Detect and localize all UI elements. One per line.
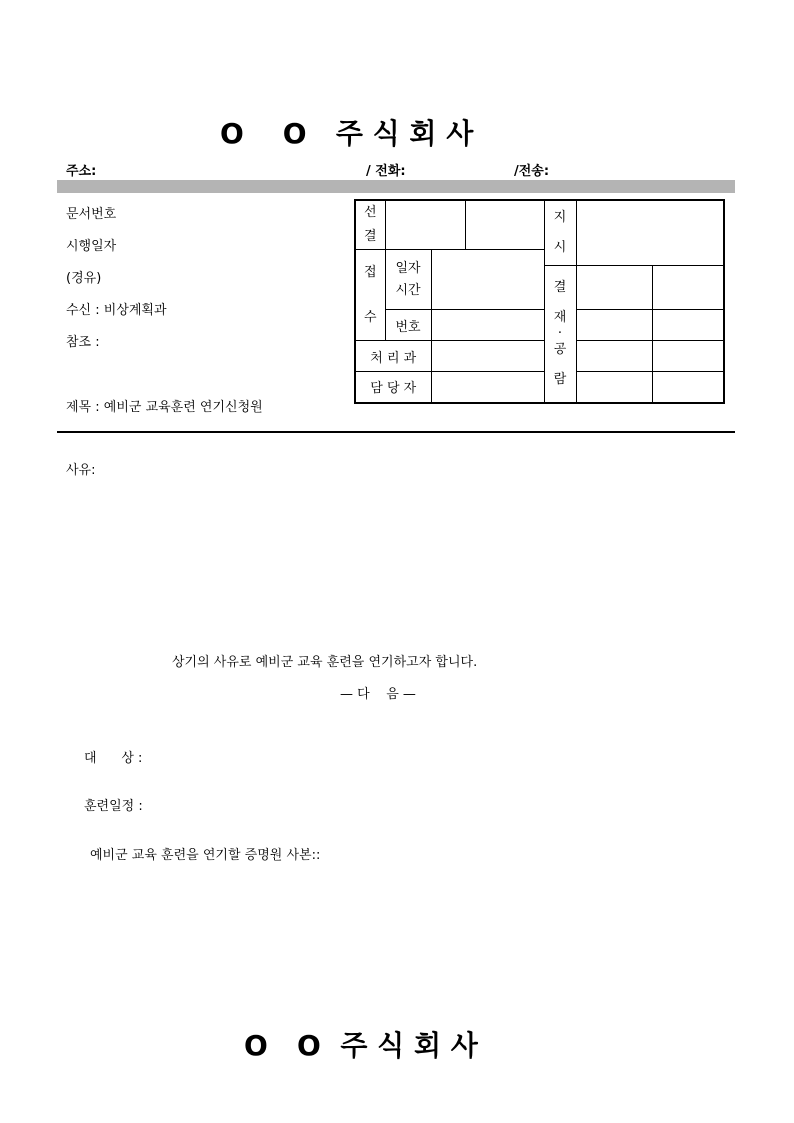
gyeoljae-gongram-cell [544,266,576,403]
statement-text: 상기의 사유로 예비군 교육 훈련을 연기하고자 합니다. [172,655,478,670]
number-label: 번호 [385,310,431,341]
approval-box [354,199,725,404]
gyeoljae-sign-3a[interactable] [576,341,652,372]
gyeoljae-sign-4a[interactable] [576,372,652,403]
number-value[interactable] [431,310,544,341]
si-label: 시 [553,240,567,255]
seongyeol-sign-2[interactable] [465,200,544,250]
gyeoljae-sign-1a[interactable] [576,266,652,310]
footer-company: O O 주 식 회 사 [244,1029,478,1062]
date-time-label-cell [385,250,431,310]
doc-number-label: 문서번호 [66,207,117,222]
subject-line: 제목 : 예비군 교육훈련 연기신청원 [66,400,263,415]
gyeoljae-sign-2b[interactable] [652,310,724,341]
jisi-cell [544,200,576,266]
seongyeol-sign-1[interactable] [385,200,465,250]
reference-label: 참조 : [66,335,100,350]
recipient-label: 수신 : 비상계획과 [66,303,167,318]
gong-label: 공 [553,341,567,357]
via-label: (경유) [66,271,102,286]
su-label: 수 [363,310,377,325]
approval-seongyeol-cell [355,200,385,250]
jeopsu-cell [355,250,385,341]
gyeol2-label: 결 [553,279,567,295]
phone-label: / 전화: [366,164,406,179]
following-heading: — 다 음 — [340,687,416,702]
gyeoljae-sign-2a[interactable] [576,310,652,341]
person-label: 담 당 자 [355,372,431,403]
ram-label: 람 [553,371,567,387]
dept-value[interactable] [431,341,544,372]
gyeoljae-sign-4b[interactable] [652,372,724,403]
fax-label: /전송: [514,164,550,179]
dot-label: · [557,325,563,341]
time-label: 시간 [395,282,421,298]
dept-label: 처 리 과 [355,341,431,372]
address-label: 주소: [66,164,97,179]
seon-label: 선 [363,205,377,220]
attachment-label: 예비군 교육 훈련을 연기할 증명원 사본:: [90,848,321,863]
ji-label: 지 [553,210,567,225]
header-divider-bar [57,180,735,193]
schedule-label: 훈련일정 : [84,799,143,814]
reason-label: 사유: [66,463,96,478]
subject-divider [57,431,735,433]
gyeol-label: 결 [363,229,377,244]
gyeoljae-sign-1b[interactable] [652,266,724,310]
gyeoljae-sign-3b[interactable] [652,341,724,372]
jae-label: 재 [553,309,567,325]
date-time-value[interactable] [431,250,544,310]
target-label: 대 상 : [84,751,143,766]
date-label: 일자 [395,260,421,276]
issue-date-label: 시행일자 [66,239,117,254]
company-title: O O 주 식 회 사 [220,117,474,150]
person-value[interactable] [431,372,544,403]
jisi-content[interactable] [576,200,724,266]
jeop-label: 접 [363,265,377,280]
